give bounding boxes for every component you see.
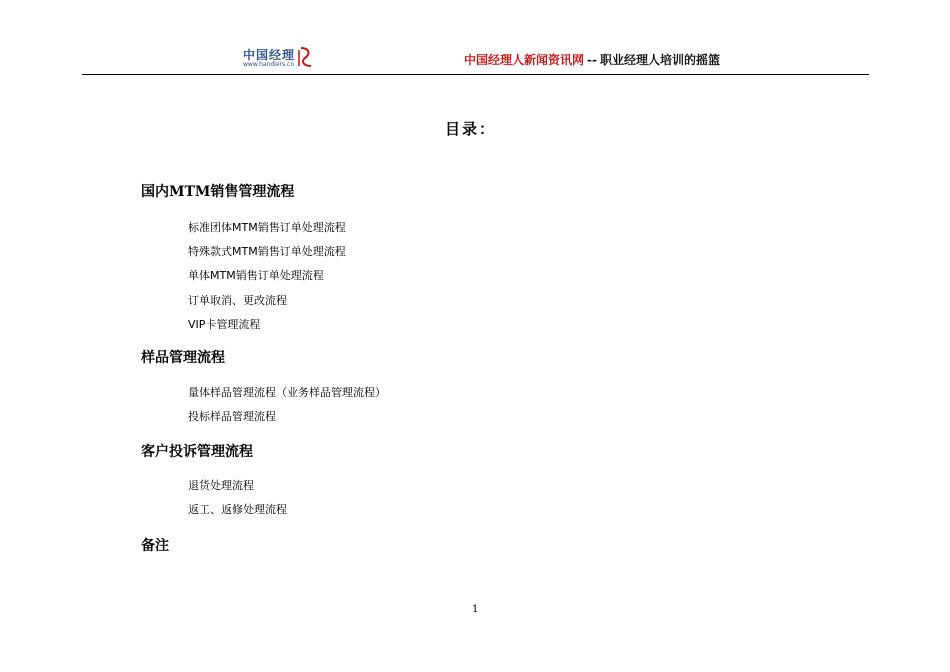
toc-section-complaints[interactable]: 客户投诉管理流程	[141, 444, 253, 460]
toc-item[interactable]: 退货处理流程	[188, 479, 254, 492]
logo-text: 中国经理	[243, 48, 296, 62]
toc-item[interactable]: 单体MTM销售订单处理流程	[188, 269, 324, 282]
tagline-site-name: 中国经理人新闻资讯网	[464, 53, 585, 67]
header-tagline	[464, 51, 720, 68]
toc-item[interactable]: 投标样品管理流程	[188, 410, 276, 423]
toc-section-domestic-mtm[interactable]: 国内MTM销售管理流程	[141, 184, 295, 200]
toc-item[interactable]: 特殊款式MTM销售订单处理流程	[188, 245, 346, 258]
logo-url: www.handlers.cn	[243, 61, 295, 68]
toc-item[interactable]: VIP卡管理流程	[188, 318, 261, 331]
logo	[243, 46, 323, 72]
toc-item[interactable]: 标准团体MTM销售订单处理流程	[188, 221, 346, 234]
toc-item[interactable]: 返工、返修处理流程	[188, 503, 287, 516]
toc-section-notes[interactable]: 备注	[141, 538, 169, 554]
tagline-separator: --	[587, 53, 597, 67]
toc-item[interactable]: 订单取消、更改流程	[188, 294, 287, 307]
header-divider	[82, 74, 869, 75]
tagline-slogan: 职业经理人培训的摇篮	[599, 53, 720, 67]
toc-section-samples[interactable]: 样品管理流程	[141, 350, 225, 366]
page-number: 1	[472, 604, 479, 615]
toc-item[interactable]: 量体样品管理流程（业务样品管理流程）	[188, 386, 386, 399]
logo-mark-icon	[295, 46, 317, 68]
page-header	[0, 0, 950, 76]
toc-title: 目录：	[445, 120, 497, 138]
